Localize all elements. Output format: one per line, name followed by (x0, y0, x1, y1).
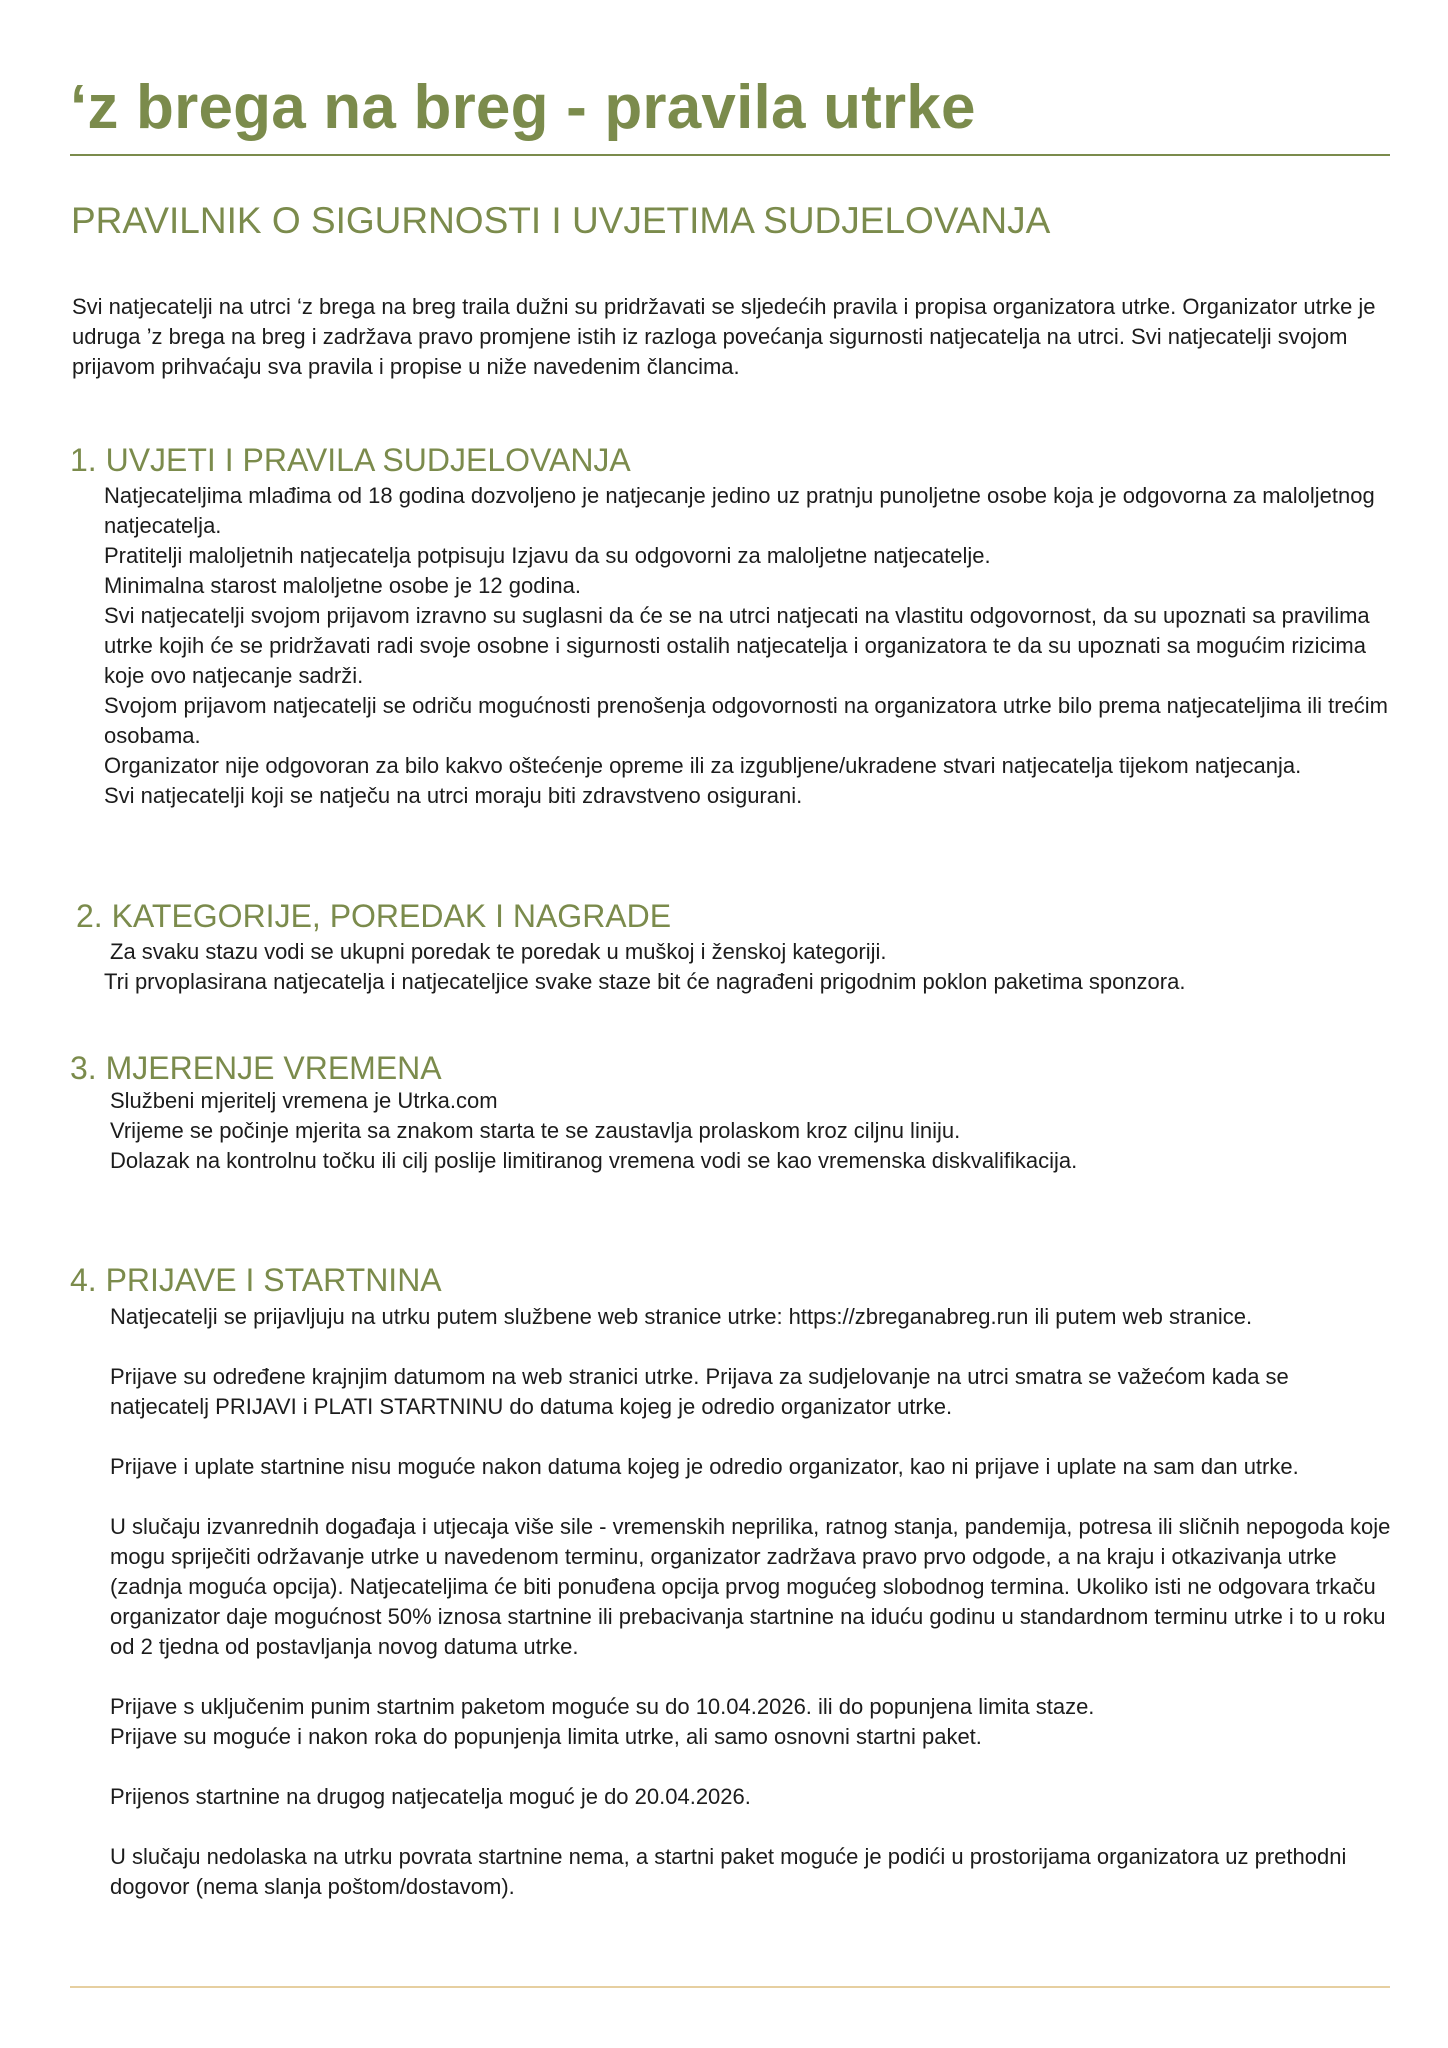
section-1-heading: 1. UVJETI I PRAVILA SUDJELOVANJA (70, 442, 631, 478)
section-1-paragraph: Natjecateljima mlađima od 18 godina dozvoljeno je natjecanje jedino uz pratnju punoljetne osobe koja je odgovorna za maloljetnog natjecatelja. (104, 483, 1375, 538)
section-2-body (104, 937, 1394, 997)
section-2-paragraph: Za svaku stazu vodi se ukupni poredak te poredak u muškoj i ženskoj kategoriji. (110, 939, 887, 964)
section-4-paragraph: Natjecatelji se prijavljuju na utrku putem službene web stranice utrke: https://zbreganabreg.run ili putem web stranice. (110, 1304, 1253, 1329)
section-4-paragraph: U slučaju izvanrednih događaja i utjecaja više sile - vremenskih neprilika, ratnog stanja, pandemija, potresa ili sličnih nepogoda koje mogu spriječiti održavanje utrke u navedenom terminu, organizator zadržava pravo prvo odgode, a na kraju i otkazivanja utrke (zadnja moguća opcija). Natjecateljima će biti ponuđena opcija prvog mogućeg slobodnog termina. Ukoliko isti ne odgovara trkaču organizator daje mogućnost 50% iznosa startnine ili prebacivanja startnine na iduću godinu u standardnom terminu utrke i to u roku od 2 tjedna od postavljanja novog datuma utrke. (110, 1514, 1391, 1659)
section-4-paragraph: Prijave s uključenim punim startnim paketom moguće su do 10.04.2026. ili do popunjena limita staze. (110, 1694, 1095, 1719)
section-1-paragraph: Pratitelji maloljetnih natjecatelja potpisuju Izjavu da su odgovorni za maloljetne natjecatelje. (104, 543, 991, 568)
section-2-paragraph: Tri prvoplasirana natjecatelja i natjecateljice svake staze bit će nagrađeni prigodnim poklon paketima sponzora. (104, 969, 1186, 994)
section-3-paragraph: Vrijeme se počinje mjerita sa znakom starta te se zaustavlja prolaskom kroz ciljnu liniju. (110, 1118, 961, 1143)
section-4-paragraph: Prijenos startnine na drugog natjecatelja moguć je do 20.04.2026. (110, 1784, 751, 1809)
section-1-paragraph: Svi natjecatelji svojom prijavom izravno su suglasni da će se na utrci natjecati na vlastitu odgovornost, da su upoznati sa pravilima utrke kojih će se pridržavati radi svoje osobne i sigurnosti ostalih natjecatelja i organizatora te da su upoznati sa mogućim rizicima koje ovo natjecanje sadrži. (104, 603, 1370, 688)
section-4-paragraph: Prijave su moguće i nakon roka do popunjenja limita utrke, ali samo osnovni startni paket. (110, 1724, 982, 1749)
title-divider (70, 154, 1390, 156)
section-1-paragraph: Svi natjecatelji koji se natječu na utrci moraju biti zdravstveno osigurani. (104, 783, 803, 808)
section-4-paragraph: Prijave su određene krajnjim datumom na web stranici utrke. Prijava za sudjelovanje na utrci smatra se važećom kada se natjecatelj PRIJAVI i PLATI STARTNINU do datuma kojeg je odredio organizator utrke. (110, 1364, 1289, 1419)
section-3-paragraph: Dolazak na kontrolnu točku ili cilj poslije limitiranog vremena vodi se kao vremenska diskvalifikacija. (110, 1148, 1078, 1173)
section-2-heading: 2. KATEGORIJE, POREDAK I NAGRADE (76, 898, 672, 934)
section-1-paragraph: Minimalna starost maloljetne osobe je 12 godina. (104, 573, 581, 598)
section-1-body (104, 481, 1394, 811)
section-1-paragraph: Organizator nije odgovoran za bilo kakvo oštećenje opreme ili za izgubljene/ukradene stvari natjecatelja tijekom natjecanja. (104, 753, 1302, 778)
section-1-paragraph: Svojom prijavom natjecatelji se odriču mogućnosti prenošenja odgovornosti na organizatora utrke bilo prema natjecateljima ili trećim osobama. (104, 693, 1388, 748)
section-4-heading: 4. PRIJAVE I STARTNINA (70, 1262, 442, 1298)
intro-paragraph: Svi natjecatelji na utrci ‘z brega na breg traila dužni su pridržavati se sljedećih pravila i propisa organizatora utrke. Organizator utrke je udruga ’z brega na breg i zadržava pravo promjene istih iz razloga povećanja sigurnosti natjecatelja na utrci. Svi natjecatelji svojom prijavom prihvaćaju sva pravila i propise u niže navedenim člancima. (72, 294, 1376, 379)
section-4-paragraph: U slučaju nedolaska na utrku povrata startnine nema, a startni paket moguće je podići u prostorijama organizatora uz prethodni dogovor (nema slanja poštom/dostavom). (110, 1844, 1347, 1899)
footer-divider (70, 1986, 1390, 1988)
section-4-paragraph: Prijave i uplate startnine nisu moguće nakon datuma kojeg je odredio organizator, kao ni prijave i uplate na sam dan utrke. (110, 1454, 1299, 1479)
page-title: ‘z brega na breg - pravila utrke (70, 73, 976, 142)
section-3-heading: 3. MJERENJE VREMENA (70, 1050, 442, 1086)
section-3-paragraph: Službeni mjeritelj vremena je Utrka.com (110, 1088, 498, 1113)
document-subtitle: PRAVILNIK O SIGURNOSTI I UVJETIMA SUDJELOVANJA (71, 200, 1051, 241)
section-3-body (110, 1086, 1390, 1176)
section-4-body (110, 1302, 1392, 1902)
